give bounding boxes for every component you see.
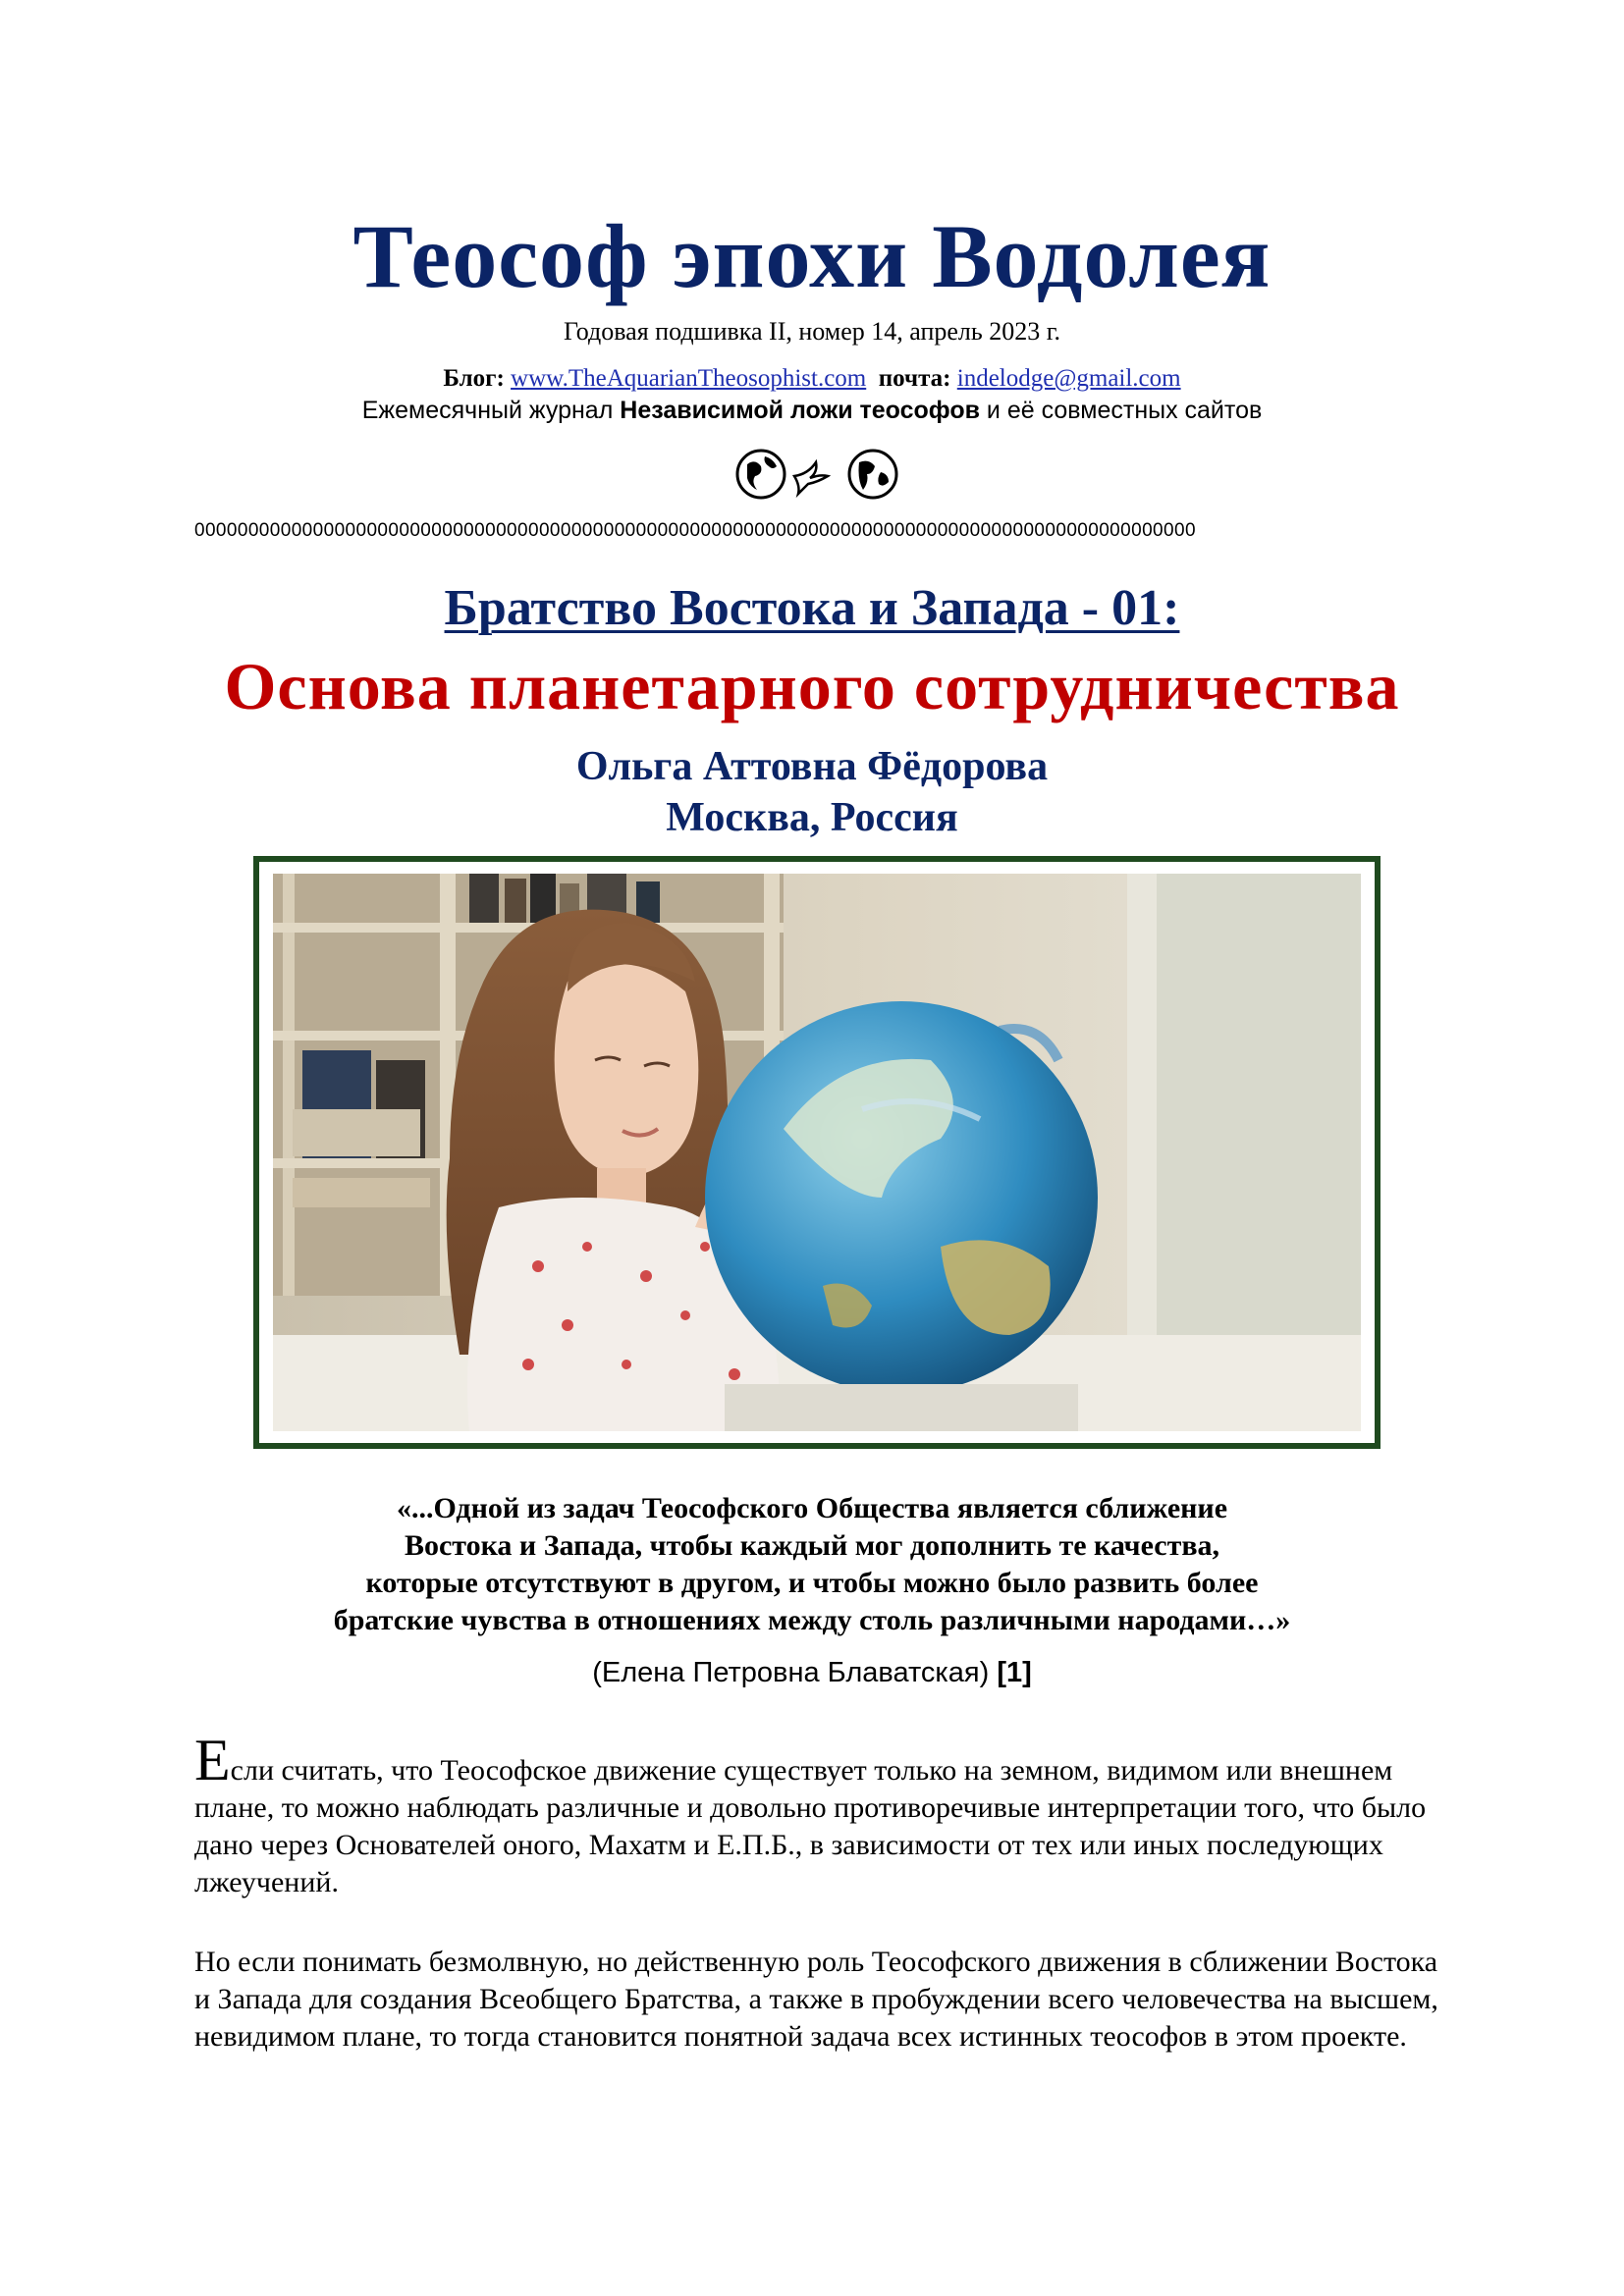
quote-source (0, 1657, 1624, 1689)
series-title[interactable]: Братство Востока и Запада - 01: (444, 580, 1180, 636)
monthly-prefix: Ежемесячный журнал (361, 397, 614, 424)
paragraph-first-line: сли считать, что Теософское движение существует только на земном, видимом или (230, 1754, 1272, 1787)
blog-label: Блог: (443, 365, 505, 392)
drop-cap: Е (194, 1728, 231, 1792)
divider-line: 000000000000000000000000000000000000000000000000000000000000000000000000000000000000000000000 (194, 520, 1196, 541)
monthly-suffix: и её совместных сайтов (986, 397, 1263, 424)
author-block (0, 741, 1624, 843)
girl-with-globe-photo (273, 874, 1361, 1431)
magazine-title: Теософ эпохи Водолея (352, 206, 1272, 306)
body-paragraph-2: Но если понимать безмолвную, но действенную роль Теософского движения в сближении Востока и Запада для создания Всеобщего Братства, а также в пробуждении всего человечества на высшем, невидимом плане, то тогда становится понятной задача всех истинных теософов в этом проекте. (194, 1946, 1438, 2053)
globe-icon (849, 451, 896, 498)
dove-icon (794, 462, 828, 494)
quote-reference[interactable]: [1] (997, 1657, 1032, 1688)
quote-line: Востока и Запада, чтобы каждый мог дополнить те качества, (404, 1529, 1220, 1562)
paragraph-text: внешнем плане, то можно наблюдать различные и довольно противоречивые интерпретации того, что было дано через Основателей оного, Махатм и Е.П.Б., в зависимости от тех или иных последующих лжеучений. (194, 1754, 1427, 1898)
issue-line: Годовая подшивка II, номер 14, апрель 2023 г. (564, 317, 1060, 346)
emblem (733, 447, 900, 502)
quote-line: «...Одной из задач Теософского Общества является сближение (396, 1492, 1228, 1524)
author-location: Москва, Россия (666, 795, 958, 840)
epigraph-quote (245, 1490, 1379, 1639)
monthly-line (0, 397, 1624, 425)
photo-frame (253, 856, 1380, 1449)
contacts-line (0, 365, 1624, 393)
monthly-bold: Независимой ложи теософов (620, 397, 980, 424)
quote-line: которые отсутствуют в другом, и чтобы можно было развить более (365, 1567, 1259, 1599)
quote-line: братские чувства в отношениях между столь различными народами…» (333, 1604, 1291, 1636)
blog-link[interactable]: www.TheAquarianTheosophist.com (511, 365, 867, 392)
globe-icon (737, 451, 785, 498)
article-title: Основа планетарного сотрудничества (224, 649, 1400, 723)
author-name: Ольга Аттовна Фёдорова (575, 744, 1049, 789)
body-paragraph-1 (194, 1728, 1441, 1901)
mail-link[interactable]: indelodge@gmail.com (956, 365, 1181, 392)
quote-author: (Елена Петровна Блаватская) (592, 1657, 990, 1688)
series-heading (0, 579, 1624, 637)
mail-label: почта: (878, 365, 951, 392)
